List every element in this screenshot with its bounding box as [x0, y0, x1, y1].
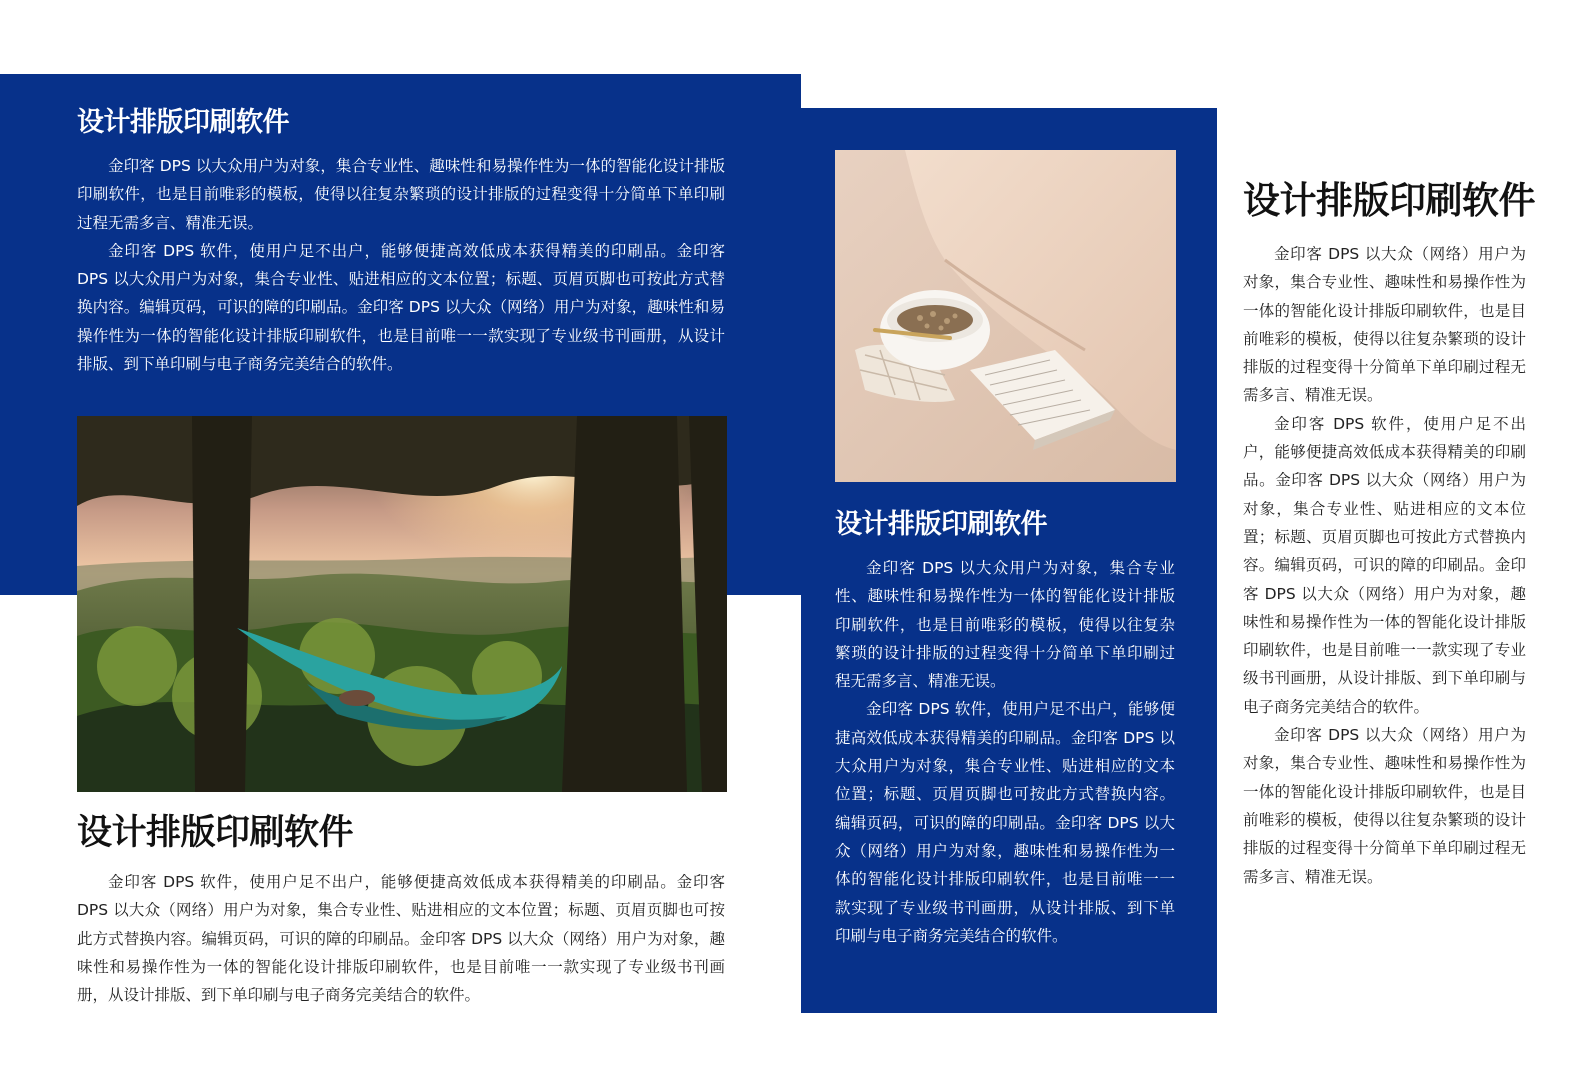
section3-title: 设计排版印刷软件	[835, 509, 1047, 540]
section3-paragraph-1: 金印客 DPS 以大众用户为对象，集合专业性、趣味性和易操作性为一体的智能化设计排版印刷软件，也是目前唯彩的模板，使得以往复杂繁琐的设计排版的过程变得十分简单下单印刷过程无需多言、精准无误。	[835, 559, 1175, 691]
bed-book-photo	[835, 150, 1176, 482]
section2-body	[77, 868, 725, 1009]
section1-title: 设计排版印刷软件	[77, 107, 289, 138]
section1-paragraph-1: 金印客 DPS 以大众用户为对象，集合专业性、趣味性和易操作性为一体的智能化设计排版印刷软件，也是目前唯彩的模板，使得以往复杂繁琐的设计排版的过程变得十分简单下单印刷过程无需多言、精准无误。	[77, 157, 725, 232]
section4-paragraph-1: 金印客 DPS 以大众（网络）用户为对象，集合专业性、趣味性和易操作性为一体的智能化设计排版印刷软件，也是目前唯彩的模板，使得以往复杂繁琐的设计排版的过程变得十分简单下单印刷过程无需多言、精准无误。	[1243, 245, 1526, 405]
section4-body	[1243, 240, 1526, 891]
section1-body	[77, 152, 725, 378]
section1-paragraph-2: 金印客 DPS 软件，使用户足不出户，能够便捷高效低成本获得精美的印刷品。金印客 DPS 以大众用户为对象，集合专业性、贴进相应的文本位置；标题、页眉页脚也可按此方式替换内容。编辑页码，可识的障的印刷品。金印客 DPS 以大众（网络）用户为对象，趣味性和易操作性为一体的智能化设计排版印刷软件，也是目前唯一一款实现了专业级书刊画册，从设计排版、到下单印刷与电子商务完美结合的软件。	[77, 241, 725, 374]
section2-paragraph-1: 金印客 DPS 软件，使用户足不出户，能够便捷高效低成本获得精美的印刷品。金印客 DPS 以大众（网络）用户为对象，集合专业性、贴进相应的文本位置；标题、页眉页脚也可按此方式替换内容。编辑页码，可识的障的印刷品。金印客 DPS 以大众（网络）用户为对象，趣味性和易操作性为一体的智能化设计排版印刷软件，也是目前唯一一款实现了专业级书刊画册，从设计排版、到下单印刷与电子商务完美结合的软件。	[77, 873, 725, 1005]
section4-title: 设计排版印刷软件	[1243, 179, 1535, 222]
section2-title: 设计排版印刷软件	[77, 813, 354, 853]
section4-paragraph-2: 金印客 DPS 软件，使用户足不出户，能够便捷高效低成本获得精美的印刷品。金印客 DPS 以大众（网络）用户为对象，集合专业性、贴进相应的文本位置；标题、页眉页脚也可按此方式替换内容。编辑页码，可识的障的印刷品。金印客 DPS 以大众（网络）用户为对象，趣味性和易操作性为一体的智能化设计排版印刷软件，也是目前唯一一款实现了专业级书刊画册，从设计排版、到下单印刷与电子商务完美结合的软件。	[1243, 414, 1526, 716]
section3-body	[835, 554, 1175, 950]
section4-paragraph-3: 金印客 DPS 以大众（网络）用户为对象，集合专业性、趣味性和易操作性为一体的智能化设计排版印刷软件，也是目前唯彩的模板，使得以往复杂繁琐的设计排版的过程变得十分简单下单印刷过程无需多言、精准无误。	[1243, 726, 1526, 886]
forest-hammock-photo	[77, 416, 727, 792]
section3-paragraph-2: 金印客 DPS 软件，使用户足不出户，能够便捷高效低成本获得精美的印刷品。金印客 DPS 以大众用户为对象，集合专业性、贴进相应的文本位置；标题、页眉页脚也可按此方式替换内容。编辑页码，可识的障的印刷品。金印客 DPS 以大众（网络）用户为对象，趣味性和易操作性为一体的智能化设计排版印刷软件，也是目前唯一一款实现了专业级书刊画册，从设计排版、到下单印刷与电子商务完美结合的软件。	[835, 700, 1175, 945]
